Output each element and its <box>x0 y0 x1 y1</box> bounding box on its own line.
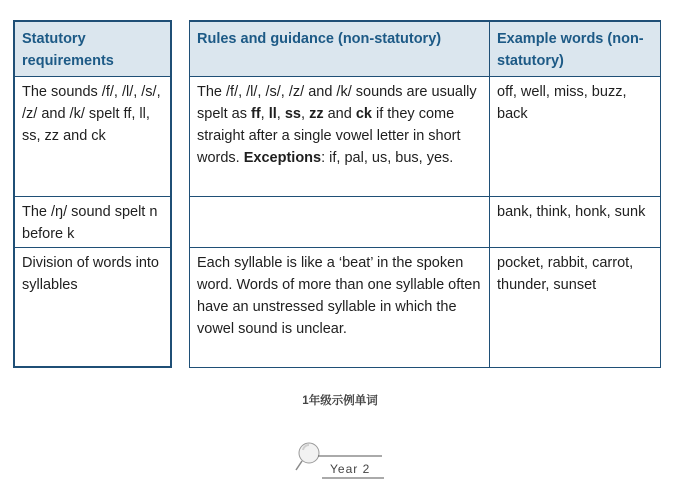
rules-1-ss: ss <box>284 106 301 122</box>
spelling-table <box>13 20 661 370</box>
table-caption: 1年级示例单词 <box>302 395 378 407</box>
rules-1-sep-2: , <box>276 106 285 122</box>
cell-rules-1 <box>190 77 489 196</box>
rules-1-ll: ll <box>268 106 277 122</box>
year-badge-label: Year 2 <box>330 462 371 476</box>
rules-1-sep-4: and <box>323 106 356 122</box>
guidance-columns <box>189 20 661 368</box>
cell-examples-1: off, well, miss, buzz, back <box>497 84 627 122</box>
rules-1-ff: ff <box>251 106 261 122</box>
rules-1-text-b: if they come straight after a single vowel letter in short words. <box>197 106 461 166</box>
rules-1-text-a: The /f/, /l/, /s/, /z/ and /k/ sounds are usually spelt as <box>197 84 477 122</box>
cell-requirement-3: Division of words into syllables <box>22 255 159 293</box>
cell-examples-3: pocket, rabbit, carrot, thunder, sunset <box>497 255 634 293</box>
cell-rules-3: Each syllable is like a ‘beat’ in the spoken word. Words of more than one syllable often have an unstressed syllable in which the vowel sound is unclear. <box>197 255 481 337</box>
header-statutory: Statutory requirements <box>15 22 170 76</box>
rules-1-exceptions-list: : if, pal, us, bus, yes. <box>321 150 454 166</box>
header-rules: Rules and guidance (non-statutory) <box>190 22 489 76</box>
cell-examples-2: bank, think, honk, sunk <box>497 204 646 220</box>
cell-requirement-1: The sounds /f/, /l/, /s/, /z/ and /k/ spelt ff, ll, ss, zz and ck <box>22 84 161 144</box>
rules-1-zz: zz <box>309 106 324 122</box>
statutory-column <box>13 20 172 368</box>
rules-1-sep-1: , <box>260 106 269 122</box>
rules-1-ck: ck <box>355 106 372 122</box>
year-badge <box>294 440 394 480</box>
cell-requirement-2: The /ŋ/ sound spelt n before k <box>22 204 158 242</box>
header-examples: Example words (non-statutory) <box>490 22 660 76</box>
rules-1-sep-3: , <box>301 106 310 122</box>
cell-rules-2 <box>190 197 489 247</box>
rules-1-exceptions-label: Exceptions <box>243 150 322 166</box>
